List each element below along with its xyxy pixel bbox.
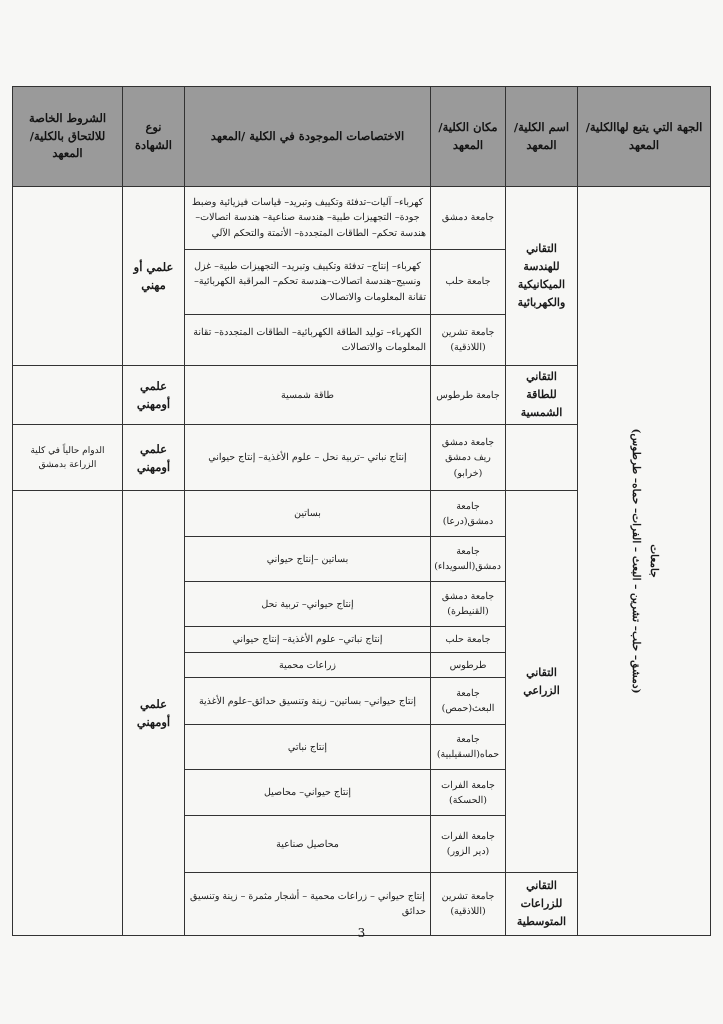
conditions-cell [13, 187, 123, 366]
specializations-cell: كهرباء– آليات–تدفئة وتكييف وتبريد– قياسات فيزيائية وضبط جودة– التجهيزات طبية– هندسة صناعية– هندسة اتصالات– هندسة تحكم– الطاقات المتجددة– الأتمتة والتحكم الآلي [185, 187, 431, 250]
location-cell: جامعة حلب [431, 627, 506, 653]
header-specializations: الاختصاصات الموجودة في الكلية /المعهد [185, 87, 431, 187]
certificate-cell: علمي أو مهني [123, 187, 185, 366]
table-header-row [13, 87, 711, 187]
location-cell: جامعة تشرين (اللاذقية) [431, 873, 506, 936]
header-certificate: نوع الشهادة [123, 87, 185, 187]
location-cell: جامعة طرطوس [431, 366, 506, 425]
location-cell: جامعة تشرين (اللاذقية) [431, 315, 506, 366]
header-conditions: الشروط الخاصة للالتحاق بالكلية/المعهد [13, 87, 123, 187]
table-row [13, 187, 711, 250]
conditions-cell: الدوام حالياً في كلية الزراعة بدمشق [13, 425, 123, 491]
specializations-cell: الكهرباء– توليد الطاقة الكهربائية– الطاقات المتجددة– تقانة المعلومات والاتصالات [185, 315, 431, 366]
specializations-cell: إنتاج حيواني– تربية نحل [185, 582, 431, 627]
authority-line-2: (دمشق– حلب– تشرين – البعث – الفرات– حماه– طرطوس) [630, 428, 642, 694]
specializations-cell: إنتاج نباتي –تربية نحل – علوم الأغذية– إنتاج حيواني [185, 425, 431, 491]
authority-line-1: جامعات [647, 544, 660, 578]
institute-cell: التقاني للزراعات المتوسطية [506, 873, 578, 936]
location-cell: جامعة الفرات (دير الزور) [431, 816, 506, 873]
admission-table [12, 86, 711, 936]
conditions-cell [13, 366, 123, 425]
specializations-cell: كهرباء– إنتاج– تدفئة وتكييف وتبريد– التجهيزات طبية– غزل ونسيج–هندسة اتصالات–هندسة تحكم– المراقبة الكهربائية– تقانة المعلومات والاتصالات [185, 250, 431, 315]
header-authority: الجهة التي يتبع لهاالكلية/المعهد [578, 87, 711, 187]
certificate-cell: علمي أومهني [123, 425, 185, 491]
header-location: مكان الكلية/المعهد [431, 87, 506, 187]
page-number: 3 [357, 926, 366, 940]
location-cell: جامعة دمشق ريف دمشق (خرابو) [431, 425, 506, 491]
authority-text [626, 429, 662, 694]
location-cell: جامعة البعث(حمص) [431, 678, 506, 725]
specializations-cell: طاقة شمسية [185, 366, 431, 425]
location-cell: جامعة الفرات (الحسكة) [431, 770, 506, 816]
specializations-cell: إنتاج نباتي– علوم الأغذية– إنتاج حيواني [185, 627, 431, 653]
certificate-cell: علمي أومهني [123, 366, 185, 425]
header-institute: اسم الكلية/المعهد [506, 87, 578, 187]
authority-cell [578, 187, 711, 936]
institute-cell: التقاني للطاقة الشمسية [506, 366, 578, 425]
institute-cell: التقاني الزراعي [506, 491, 578, 873]
certificate-cell: علمي أومهني [123, 491, 185, 936]
location-cell: جامعة حماه(السقيلبية) [431, 725, 506, 770]
location-cell: طرطوس [431, 653, 506, 678]
location-cell: جامعة دمشق(درعا) [431, 491, 506, 537]
institute-cell [506, 425, 578, 491]
specializations-cell: إنتاج حيواني– بساتين– زينة وتنسيق حدائق–علوم الأغذية [185, 678, 431, 725]
specializations-cell: إنتاج نباتي [185, 725, 431, 770]
specializations-cell: بساتين [185, 491, 431, 537]
specializations-cell: إنتاج حيواني– محاصيل [185, 770, 431, 816]
location-cell: جامعة حلب [431, 250, 506, 315]
conditions-cell [13, 491, 123, 936]
location-cell: جامعة دمشق [431, 187, 506, 250]
specializations-cell: زراعات محمية [185, 653, 431, 678]
location-cell: جامعة دمشق(السويداء) [431, 537, 506, 582]
specializations-cell: إنتاج حيواني – زراعات محمية – أشجار مثمرة – زينة وتنسيق حدائق [185, 873, 431, 936]
specializations-cell: محاصيل صناعية [185, 816, 431, 873]
location-cell: جامعة دمشق (القنيطرة) [431, 582, 506, 627]
specializations-cell: بساتين –إنتاج حيواني [185, 537, 431, 582]
institute-cell: التقاني للهندسة الميكانيكية والكهربائية [506, 187, 578, 366]
